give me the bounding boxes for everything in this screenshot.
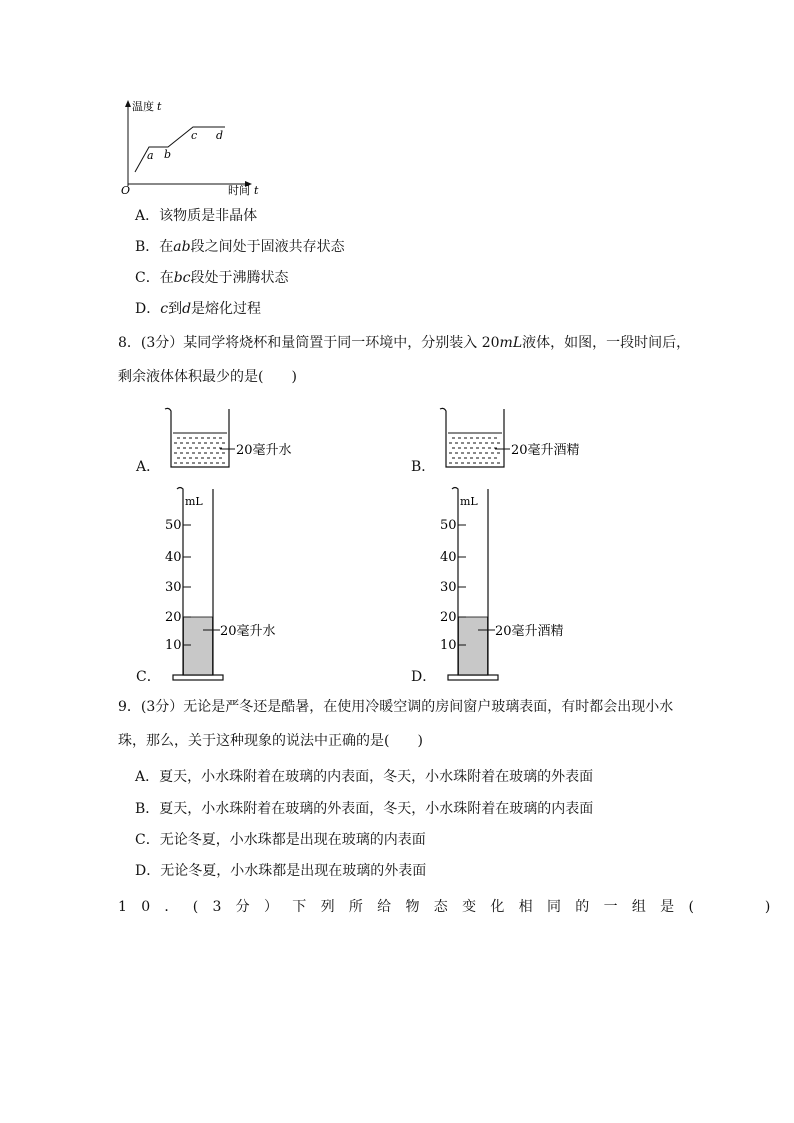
y-axis-var: t (157, 100, 162, 113)
q7-option-d[interactable] (135, 300, 261, 318)
q7-option-c-var: bc (173, 270, 191, 286)
cylinder-d-unit: mL (460, 495, 478, 508)
cylinder-d-tick-20: 20 (440, 610, 457, 625)
cylinder-c-label: 20毫升水 (220, 624, 276, 639)
point-b-label: b (164, 148, 172, 161)
q7-option-d-post: 是熔化过程 (191, 301, 262, 317)
y-axis-arrow (125, 100, 131, 107)
cylinder-d-tick-50: 50 (440, 518, 457, 533)
x-axis-label: 时间 (228, 184, 250, 197)
q7-option-d-pre: D． (135, 301, 161, 317)
cylinder-c-tick-40: 40 (165, 550, 182, 565)
q8-option-c-label[interactable]: C． (136, 669, 161, 685)
cylinder-c-tick-10: 10 (165, 638, 182, 653)
cylinder-d-tick-30: 30 (440, 580, 457, 595)
q9-stem-line2: 珠，那么，关于这种现象的说法中正确的是( ) (118, 733, 423, 749)
cylinder-c-tick-20: 20 (165, 610, 182, 625)
q7-option-a-text: A．该物质是非晶体 (135, 208, 258, 224)
q7-option-a[interactable] (135, 207, 257, 225)
beaker-b-diagram (438, 405, 608, 471)
beaker-a-diagram (163, 405, 313, 471)
cylinder-c-tick-30: 30 (165, 580, 182, 595)
cylinder-d-diagram (435, 483, 605, 683)
q7-option-d-var1: c (160, 301, 169, 317)
q9-stem-line1: 9．(3分）无论是严冬还是酷暑，在使用冷暖空调的房间窗户玻璃表面，有时都会出现小水 (118, 699, 674, 715)
point-a-label: a (147, 149, 154, 162)
cylinder-c-diagram (160, 483, 320, 683)
q8-option-a-label[interactable]: A． (136, 459, 161, 475)
q8-option-d-label[interactable]: D． (411, 669, 437, 685)
q9-option-d[interactable]: D．无论冬夏，小水珠都是出现在玻璃的外表面 (135, 863, 427, 879)
q9-option-a[interactable]: A．夏天，小水珠附着在玻璃的内表面，冬天，小水珠附着在玻璃的外表面 (135, 769, 594, 785)
cylinder-d-label: 20毫升酒精 (495, 624, 564, 639)
q8-line1-post: 液体，如图，一段时间后， (522, 335, 691, 351)
q7-option-d-mid: 到 (168, 301, 183, 317)
point-d-label: d (216, 129, 224, 142)
q7-option-b-post: 段之间处于固液共存状态 (190, 239, 345, 255)
origin-label: O (121, 184, 131, 197)
q7-option-b[interactable] (135, 238, 345, 256)
q8-option-b-label[interactable]: B． (411, 459, 436, 475)
q7-option-c-post: 段处于沸腾状态 (190, 270, 289, 286)
cylinder-d-tick-10: 10 (440, 638, 457, 653)
q8-stem-line1 (118, 334, 690, 352)
q8-line1-pre: 8．(3分）某同学将烧杯和量筒置于同一环境中，分别装入 20 (118, 335, 500, 351)
beaker-a-label: 20毫升水 (236, 443, 292, 458)
cylinder-d-tick-40: 40 (440, 550, 457, 565)
q10-stem-line1: 10．(3分）下列所给物态变化相同的一组是( ) (118, 899, 785, 915)
beaker-b-label: 20毫升酒精 (511, 443, 580, 458)
q7-option-b-pre: B．在 (135, 239, 174, 255)
temperature-time-graph (110, 96, 280, 198)
q8-stem-line2: 剩余液体体积最少的是( ) (118, 369, 297, 385)
q7-option-d-var2: d (182, 301, 192, 317)
q8-line1-unit: mL (499, 335, 523, 351)
q9-option-b[interactable]: B．夏天，小水珠附着在玻璃的外表面，冬天，小水珠附着在玻璃的内表面 (135, 801, 594, 817)
y-axis-label: 温度 (132, 100, 154, 113)
x-axis-var: t (254, 184, 259, 197)
q7-option-b-var: ab (173, 239, 191, 255)
q7-option-c-pre: C．在 (135, 270, 174, 286)
q9-option-c[interactable]: C．无论冬夏，小水珠都是出现在玻璃的内表面 (135, 832, 426, 848)
point-c-label: c (191, 129, 198, 142)
cylinder-c-tick-50: 50 (165, 518, 182, 533)
q7-option-c[interactable] (135, 269, 289, 287)
cylinder-c-unit: mL (185, 495, 203, 508)
